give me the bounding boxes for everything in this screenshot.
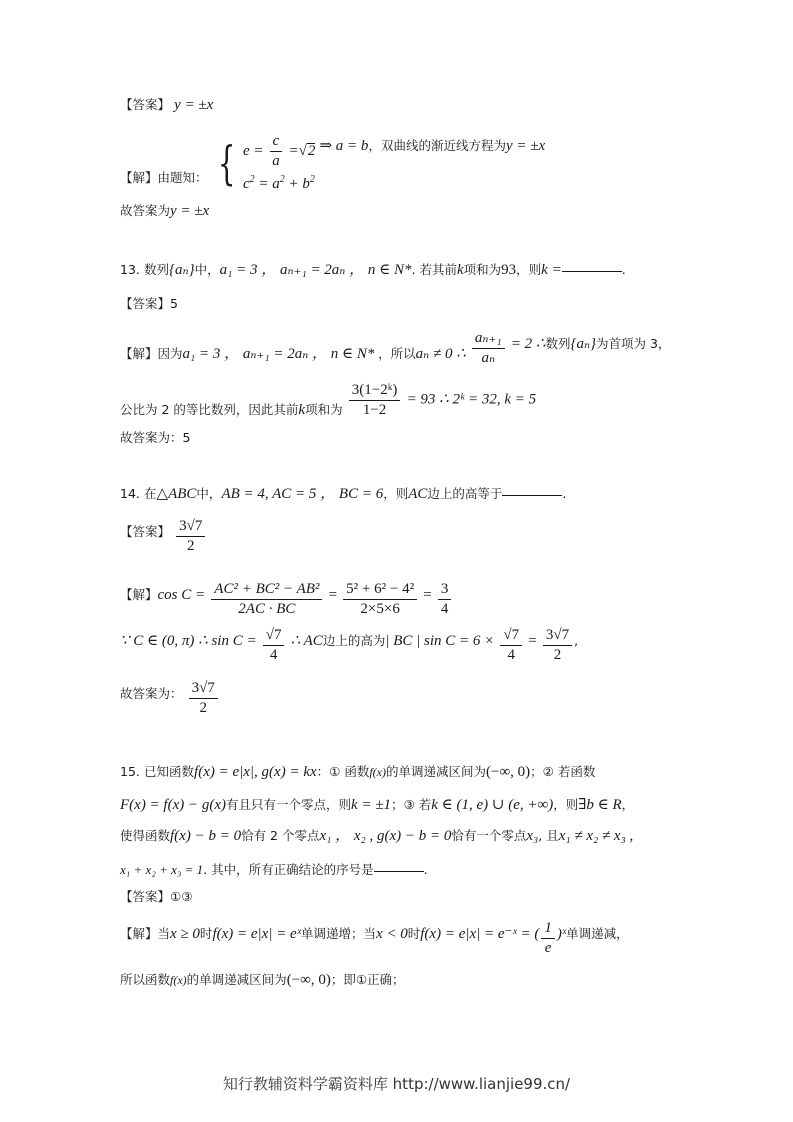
q12-implies: ⇒ a = b [319, 138, 369, 154]
answer-label: 【答案】 [120, 296, 171, 311]
q15-math: x ≥ 0 [170, 925, 200, 942]
q13-sol-seq: {aₙ} [570, 335, 597, 352]
q14-stem-text: 在 [144, 486, 157, 501]
q15-text: ：① 函数 [316, 764, 370, 779]
q15-text: 有且只有一个零点，则 [226, 797, 352, 812]
q14-conclusion-line [120, 680, 220, 716]
q12-answer: y = ±x [174, 97, 214, 113]
q15-text: 所以函数 [120, 972, 171, 987]
q12-system-row-2: $c^2 = a^2 + b^2$ [242, 174, 315, 192]
q14-triangle: △ABC [156, 486, 197, 502]
q14-sin-text: 边上的高为 [322, 632, 386, 648]
q14-cos-fraction-3: $\frac{3}{4}$ [438, 581, 452, 617]
q13-number: 13. [120, 262, 140, 277]
q14-sin-math: | BC | sin C = 6 × [385, 632, 495, 649]
q14-sin-fraction-3: $\frac{3√7}{2}$ [543, 627, 572, 663]
q15-number: 15. [120, 764, 140, 779]
q14-sin-math: ∵ C ∈ (0, π) ∴ sin C = [120, 632, 257, 649]
q13-stem-text: ，则 [516, 262, 542, 277]
answer-label: 【答案】 [120, 97, 171, 112]
q13-condition: a₁ = 3 ， aₙ₊₁ = 2aₙ ， n ∈ N* [219, 262, 412, 278]
q15-text: 时 [407, 925, 421, 941]
solution-label: 【解】 [120, 925, 158, 941]
q15-math: x₃ [526, 828, 539, 844]
q13-sol-text: ，所以 [378, 345, 416, 361]
q12-system-row-1: e = $\frac{c}{a}$ = √ 2 [242, 133, 316, 169]
q15-text: , 且 [538, 828, 559, 843]
q14-cos-lhs: cos C = [157, 586, 206, 603]
q14-ac: AC [408, 486, 428, 502]
q14-answer-blank [502, 495, 562, 496]
q15-math: x₁ ， x₂ , g(x) − b = 0 [319, 828, 452, 844]
q15-math: )ˣ [556, 925, 567, 942]
q15-answer-blank [374, 871, 424, 872]
q15-text: . [423, 862, 428, 877]
answer-label: 【答案】 [120, 889, 171, 904]
q13-stem-text: 数列 [144, 262, 170, 277]
q12-conclusion-prefix: 故答案为 [120, 203, 171, 218]
q14-sin-line: ∵ C ∈ (0, π) ∴ sin C = $\frac{√7}{4}$ ∴ AC边上的高为| BC | sin C = 6 × $\frac{√7}{4}$ = $\frac{3√7}{2}$ , [120, 627, 579, 663]
q14-cos-fraction-2: $\frac{\text{5² + 6² − 4²}}{2\times 5\times 6}$ [343, 581, 417, 617]
q15-text: 的单调递减区间为 [186, 972, 287, 987]
answer-label: 【答案】 [120, 523, 171, 539]
q15-text: 已知函数 [144, 764, 195, 779]
q15-math: k = ±1 [351, 797, 392, 813]
q14-conclusion: 故答案为： [120, 685, 183, 701]
q12-solution-line [120, 133, 545, 192]
q15-math: (−∞, 0) [286, 972, 331, 988]
q13-conclusion: 故答案为：5 [120, 430, 191, 445]
q15-answer: ①③ [170, 889, 193, 904]
q15-text: . 其中，所有正确结论的序号是 [203, 862, 374, 877]
q14-stem-line: 14. 在△ABC中，AB = 4, AC = 5 ， BC = 6，则AC边上的高等于 . [120, 486, 567, 502]
q15-text: 时 [199, 925, 213, 941]
q14-sin-fraction-1: $\frac{√7}{4}$ [263, 627, 285, 663]
q15-stem-line-1 [120, 765, 595, 780]
q14-cos-fraction-1: $\frac{\text{AC² + BC² − AB²}}{2AC \cdot BC}$ [211, 581, 322, 617]
q15-math: x < 0 [375, 925, 408, 942]
q15-math: x₁ ≠ x₂ ≠ x₃ , [558, 828, 634, 844]
q14-stem-text: ，则 [383, 486, 409, 501]
q13-solution-line [120, 330, 670, 366]
q13-solution-line-2 [120, 382, 536, 418]
q13-sol-text: 项和为 [305, 401, 343, 417]
q15-text: ；② 若函数 [530, 764, 596, 779]
q13-stem-line: 13. 数列{aₙ}中，a₁ = 3 ， aₙ₊₁ = 2aₙ ， n ∈ N*. 若其前k项和为93，则k = . [120, 262, 626, 278]
q13-sum-fraction: $\frac{\text{3(1−2ᵏ)}}{1-2}$ [349, 382, 401, 418]
solution-label: 【解】 [120, 586, 158, 602]
solution-label: 【解】 [120, 170, 158, 185]
q13-sol-math: = 2 ∴ [510, 335, 546, 352]
q15-text: 恰有 2 个零点 [241, 828, 320, 843]
q13-ratio-fraction: $\frac{\text{aₙ₊₁}}{\text{aₙ}}$ [472, 330, 505, 366]
q15-one-over-e-fraction: $\frac{1}{e}$ [541, 920, 555, 956]
q13-k: k [456, 262, 464, 278]
q15-solution-line-2 [120, 973, 405, 988]
q15-stem-line-3 [120, 829, 633, 844]
q13-conclusion-line [120, 432, 190, 445]
q13-stem-text: 中， [194, 262, 220, 277]
q15-math: f(x) = e|x| = eˣ [212, 925, 301, 942]
q15-text: 单调递减， [566, 925, 629, 941]
q15-text: ，则 [553, 797, 579, 812]
q14-number: 14. [120, 486, 140, 501]
q14-sin-math: ∴ AC [290, 632, 323, 649]
q15-math: x₁ + x₂ + x₃ = 1 [120, 862, 204, 877]
q15-text: 的单调递减区间为 [385, 764, 486, 779]
q15-text: 当 [157, 925, 171, 941]
q15-text: ；即①正确； [330, 972, 405, 987]
q13-sol-text: 因为 [157, 345, 183, 361]
q14-stem-text: 边上的高等于 [427, 486, 503, 501]
q13-sol-math: a₁ = 3 ， aₙ₊₁ = 2aₙ ， n ∈ N* [182, 345, 379, 362]
q15-text: ， [621, 797, 635, 812]
q14-answer-line [120, 518, 207, 554]
q13-sum: 93 [501, 262, 517, 278]
q12-solution-suffix: ，双曲线的渐近线方程为 [368, 138, 506, 153]
q15-math: (−∞, 0) [486, 764, 531, 780]
q13-stem-text: . 若其前 [411, 262, 457, 277]
q13-answer-blank [562, 271, 622, 272]
q13-sol-math: aₙ ≠ 0 ∴ [415, 345, 466, 362]
q12-asymptote: y = ±x [505, 138, 546, 154]
q12-solution-prefix: 由题知： [157, 170, 208, 185]
q13-k: k [298, 401, 306, 418]
solution-label: 【解】 [120, 345, 158, 361]
q15-math: f(x) [170, 973, 187, 987]
q14-cos-line: 【解】cos C = $\frac{\text{AC² + BC² − AB²}}{2AC \cdot BC}$ = $\frac{\text{5² + 6² − 4²}}{2\times 5\times 6}$ = $\frac{3}{4}$ [120, 581, 453, 617]
q15-math: f(x) = e|x| = e⁻ˣ = ( [420, 925, 540, 942]
q15-math: f(x) − b = 0 [170, 828, 242, 844]
q13-k-eq: k = [541, 262, 562, 278]
q15-math: F(x) = f(x) − g(x) [120, 797, 227, 813]
q15-text: ；③ 若 [391, 797, 432, 812]
q14-answer-fraction: $\frac{3√7}{2}$ [176, 518, 205, 554]
q15-stem-line-2 [120, 798, 634, 813]
q15-text: 恰有一个零点 [451, 828, 527, 843]
q13-sol-text: 为首项为 3， [596, 335, 671, 351]
q14-conclusion-fraction: $\frac{3√7}{2}$ [189, 680, 218, 716]
q15-text: 使得函数 [120, 828, 171, 843]
q12-conclusion-math: y = ±x [170, 203, 210, 219]
q15-answer-line [120, 891, 192, 904]
q15-math: k ∈ (1, e) ∪ (e, +∞) [431, 797, 554, 813]
q13-sol-text: 数列 [545, 335, 571, 351]
q15-stem-line-4 [120, 863, 428, 877]
q13-answer: 5 [170, 296, 178, 311]
q14-sides: AB = 4, AC = 5 ， BC = 6 [221, 486, 384, 502]
q12-conclusion-line [120, 204, 209, 219]
q12-equation-system [212, 133, 316, 192]
q14-sin-fraction-2: $\frac{√7}{4}$ [500, 627, 522, 663]
q15-math: f(x) = e|x|, g(x) = kx [194, 764, 317, 780]
q13-seq: {aₙ} [169, 262, 195, 278]
q13-sol-text: 公比为 2 的等比数列，因此其前 [120, 401, 299, 417]
footer-watermark: 知行教辅资料学霸资料库 http://www.lianjie99.cn/ [222, 1075, 571, 1093]
q12-answer-line [120, 98, 213, 113]
q13-sol-math: = 93 ∴ 2ᵏ = 32, k = 5 [406, 391, 537, 408]
q15-math: ∃b ∈ R [578, 797, 622, 813]
q14-stem-text: 中， [196, 486, 222, 501]
left-brace-icon: { [217, 135, 236, 190]
q15-math: f(x) [369, 765, 386, 779]
q15-solution-line-1 [120, 920, 629, 956]
q13-answer-line [120, 298, 178, 311]
q13-stem-text: 项和为 [463, 262, 502, 277]
q15-text: 单调递增；当 [300, 925, 376, 941]
